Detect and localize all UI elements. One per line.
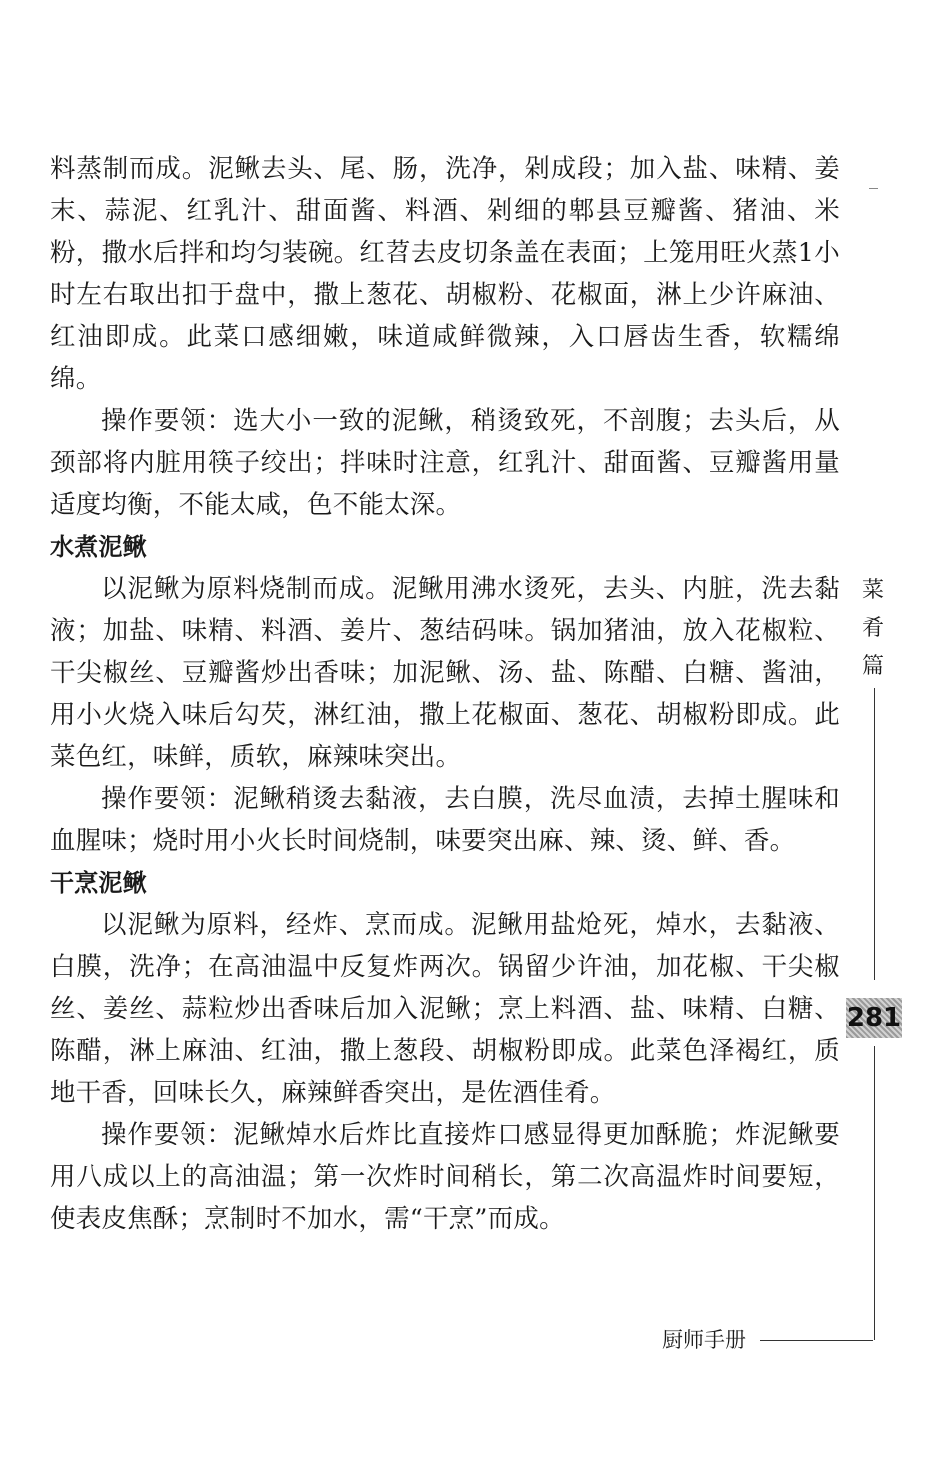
paragraph-tips-2: 操作要领：泥鳅稍烫去黏液，去白膜，洗尽血渍，去掉土腥味和血腥味；烧时用小火长时间烧制，味要突出麻、辣、烫、鲜、香。 bbox=[50, 784, 840, 856]
margin-tick bbox=[869, 188, 878, 189]
section-tab bbox=[860, 572, 886, 686]
recipe-heading-2: 干烹泥鳅 bbox=[50, 869, 147, 897]
footer-rule bbox=[760, 1340, 873, 1341]
page-number: 281 bbox=[846, 998, 902, 1038]
paragraph-recipe-1: 以泥鳅为原料烧制而成。泥鳅用沸水烫死，去头、内脏，洗去黏液；加盐、味精、料酒、姜片、葱结码味。锅加猪油，放入花椒粒、干尖椒丝、豆瓣酱炒出香味；加泥鳅、汤、盐、陈醋、白糖、酱油，用小火烧入味后勾芡，淋红油，撒上花椒面、葱花、胡椒粉即成。此菜色红，味鲜，质软，麻辣味突出。 bbox=[50, 574, 840, 772]
section-char: 肴 bbox=[861, 616, 884, 641]
paragraph-tips-1: 操作要领：选大小一致的泥鳅，稍烫致死，不剖腹；去头后，从颈部将内脏用筷子绞出；拌味时注意，红乳汁、甜面酱、豆瓣酱用量适度均衡，不能太咸，色不能太深。 bbox=[50, 406, 840, 520]
paragraph-recipe-2: 以泥鳅为原料，经炸、烹而成。泥鳅用盐炝死，焯水，去黏液、白膜，洗净；在高油温中反复炸两次。锅留少许油，加花椒、干尖椒丝、姜丝、蒜粒炒出香味后加入泥鳅；烹上料酒、盐、味精、白糖、陈醋，淋上麻油、红油，撒上葱段、胡椒粉即成。此菜色泽褐红，质地干香，回味长久，麻辣鲜香突出，是佐酒佳肴。 bbox=[50, 910, 840, 1108]
footer-book-title: 厨师手册 bbox=[662, 1328, 746, 1352]
paragraph-recipe-continuation: 料蒸制而成。泥鳅去头、尾、肠，洗净，剁成段；加入盐、味精、姜末、蒜泥、红乳汁、甜面酱、料酒、剁细的郫县豆瓣酱、猪油、米粉，撒水后拌和均匀装碗。红苕去皮切条盖在表面；上笼用旺火蒸1小时左右取出扣于盘中，撒上葱花、胡椒粉、花椒面，淋上少许麻油、红油即成。此菜口感细嫩，味道咸鲜微辣，入口唇齿生香，软糯绵绵。 bbox=[50, 154, 840, 394]
section-char: 菜 bbox=[861, 578, 884, 603]
body-text bbox=[50, 148, 840, 1240]
section-char: 篇 bbox=[861, 654, 884, 679]
side-rule-lower bbox=[874, 1046, 875, 1340]
paragraph-tips-3: 操作要领：泥鳅焯水后炸比直接炸口感显得更加酥脆；炸泥鳅要用八成以上的高油温；第一次炸时间稍长，第二次高温炸时间要短，使表皮焦酥；烹制时不加水，需“干烹”而成。 bbox=[50, 1120, 840, 1234]
side-rule-upper bbox=[874, 688, 875, 980]
recipe-heading-1: 水煮泥鳅 bbox=[50, 533, 147, 561]
